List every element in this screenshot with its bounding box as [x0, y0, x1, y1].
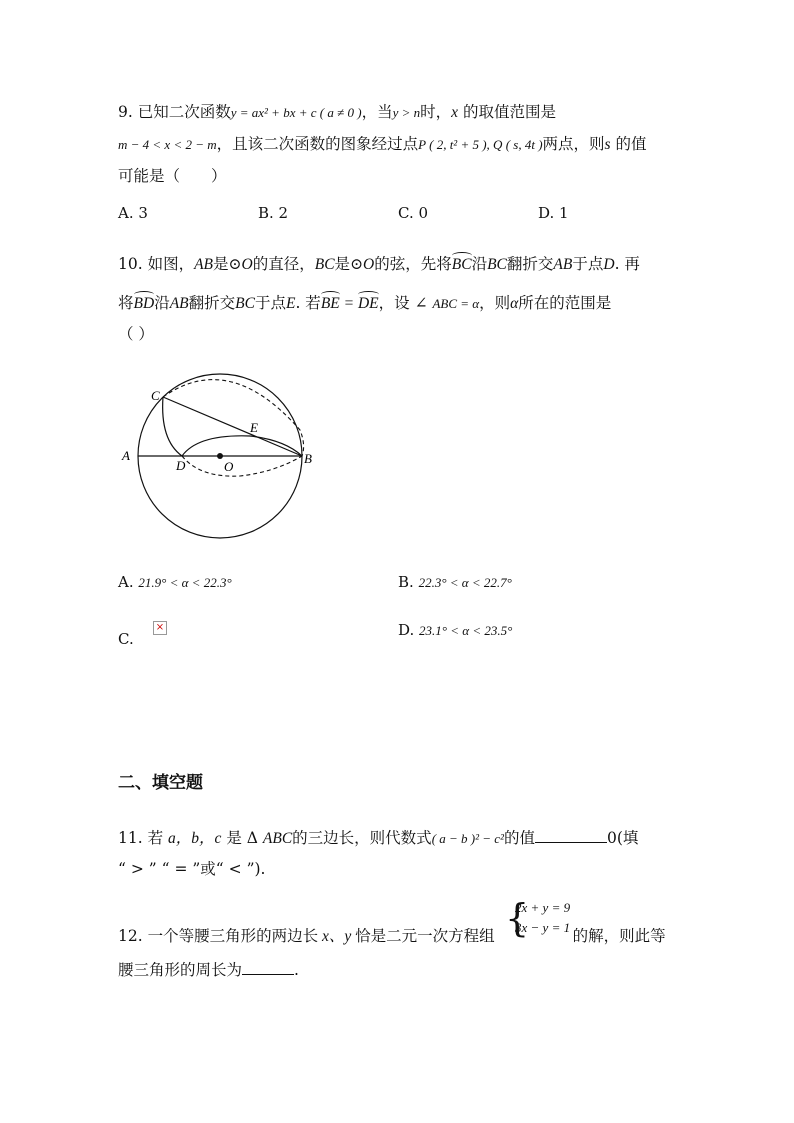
circle-symbol: ⊙O	[350, 256, 375, 273]
text: 翻折交	[188, 294, 236, 312]
math-equals: =	[339, 295, 358, 312]
chord-cb	[163, 397, 302, 456]
q10-line3: （ ）	[118, 325, 154, 343]
q10-line1	[118, 252, 640, 274]
arc-symbol: BC	[451, 256, 472, 273]
q10-option-b	[398, 573, 512, 591]
text: ，当	[361, 103, 393, 121]
q11-line2: “ > ” “ = ”或“ < ”).	[118, 860, 266, 878]
q9-option-b: B. 2	[258, 204, 289, 222]
answer-blank[interactable]	[242, 960, 294, 975]
math-var: α	[510, 295, 519, 312]
text: 于点	[254, 294, 286, 312]
text: 的三边长，则代数式	[292, 829, 432, 847]
text: 翻折交	[506, 255, 554, 273]
broken-image-icon: ×	[153, 621, 167, 635]
text: 的值	[503, 829, 535, 847]
dashed-fold-arc-bottom	[182, 456, 302, 476]
text: 沿	[154, 294, 170, 312]
math-var: a，b，c	[168, 830, 222, 847]
math-var: E	[285, 295, 296, 312]
q9-option-c: C. 0	[398, 204, 429, 222]
text: 是	[334, 255, 351, 273]
text: 0(填	[606, 829, 639, 847]
equation-2: 3x − y = 1	[515, 920, 571, 935]
text: 是 Δ	[221, 829, 263, 847]
answer-blank[interactable]	[535, 828, 607, 843]
q10-option-c	[118, 630, 134, 648]
text: 的值	[610, 135, 647, 153]
q12-line2	[118, 958, 299, 980]
arc-symbol: BD	[133, 295, 155, 312]
text: 的取值范围是	[458, 103, 556, 121]
brace-icon: {	[505, 896, 530, 940]
q9-option-d: D. 1	[538, 204, 569, 222]
text: ，设 ∠	[378, 294, 433, 312]
text: ，且该二次函数的图象经过点	[216, 135, 419, 153]
text: 时，	[420, 103, 452, 121]
q9-line2	[118, 132, 647, 154]
q10-option-a	[118, 573, 232, 591]
text: .	[294, 961, 299, 979]
math-var: ABC	[262, 830, 293, 847]
q9-option-a: A. 3	[118, 204, 148, 222]
text: 11. 若	[118, 829, 169, 847]
math-var: AB	[169, 295, 189, 312]
option-label: C.	[118, 630, 134, 648]
option-value: 21.9° < α < 22.3°	[138, 575, 232, 590]
text: 恰是二元一次方程组	[355, 927, 495, 945]
math-expression: ( a − b )² − c²	[431, 831, 504, 846]
geometry-figure	[110, 370, 340, 550]
option-value: 22.3° < α < 22.7°	[418, 575, 512, 590]
equation-1: 2x + y = 9	[515, 900, 571, 915]
text: 腰三角形的周长为	[118, 961, 243, 979]
label-c: C	[151, 388, 160, 403]
label-o: O	[224, 459, 234, 474]
option-value: 23.1° < α < 23.5°	[419, 623, 513, 638]
text: 是	[213, 255, 229, 273]
arc-symbol: BE	[320, 295, 340, 312]
q9-line1	[118, 100, 556, 122]
q10-option-d	[398, 621, 512, 639]
math-range: m − 4 < x < 2 − m	[118, 137, 217, 152]
text: 的直径，	[252, 255, 315, 273]
text: 9. 已知二次函数	[118, 103, 231, 121]
text: . 若	[295, 294, 321, 312]
arc-symbol: DE	[357, 295, 379, 312]
text: 的解，则此等	[572, 927, 666, 945]
fold-arc-cd	[163, 397, 182, 456]
math-var: D	[603, 256, 615, 273]
math-angle: ABC = α	[432, 296, 480, 311]
label-b: B	[304, 451, 312, 466]
text: 沿	[471, 255, 488, 273]
option-label: A.	[118, 573, 134, 591]
option-label: D.	[398, 621, 415, 639]
math-var: AB	[553, 256, 573, 273]
q9-line3: 可能是（ ）	[118, 167, 227, 185]
math-points: P ( 2, t² + 5 ), Q ( s, 4t )	[418, 137, 543, 152]
center-point-o	[217, 453, 223, 459]
text: 于点	[572, 255, 604, 273]
math-function: y = ax² + bx + c ( a ≠ 0 )	[230, 105, 362, 120]
text: 两点，则	[542, 135, 605, 153]
label-e: E	[250, 420, 258, 435]
text: 10. 如图，	[118, 255, 195, 273]
q10-line2	[118, 291, 611, 313]
fold-arc-db	[182, 436, 302, 456]
equation-system	[505, 898, 595, 942]
math-var: x	[451, 104, 459, 121]
math-var: BC	[314, 256, 335, 273]
math-var: AB	[194, 256, 214, 273]
math-condition: y > n	[392, 105, 421, 120]
text: . 再	[614, 255, 640, 273]
text: 的弦，先将	[374, 255, 452, 273]
circle-symbol: ⊙O	[228, 256, 253, 273]
math-var: x、y	[318, 928, 356, 945]
q11-line1	[118, 826, 638, 848]
dashed-fold-arc-top	[163, 380, 304, 456]
label-a: A	[122, 448, 130, 463]
option-label: B.	[398, 573, 414, 591]
math-var: s	[604, 136, 611, 153]
label-d: D	[176, 458, 186, 473]
text: ，则	[479, 294, 511, 312]
text: 所在的范围是	[518, 294, 612, 312]
math-var: BC	[235, 295, 255, 312]
text: 12. 一个等腰三角形的两边长	[118, 927, 319, 945]
text: 将	[118, 294, 134, 312]
math-var: BC	[487, 256, 507, 273]
section-heading: 二、填空题	[118, 773, 203, 793]
